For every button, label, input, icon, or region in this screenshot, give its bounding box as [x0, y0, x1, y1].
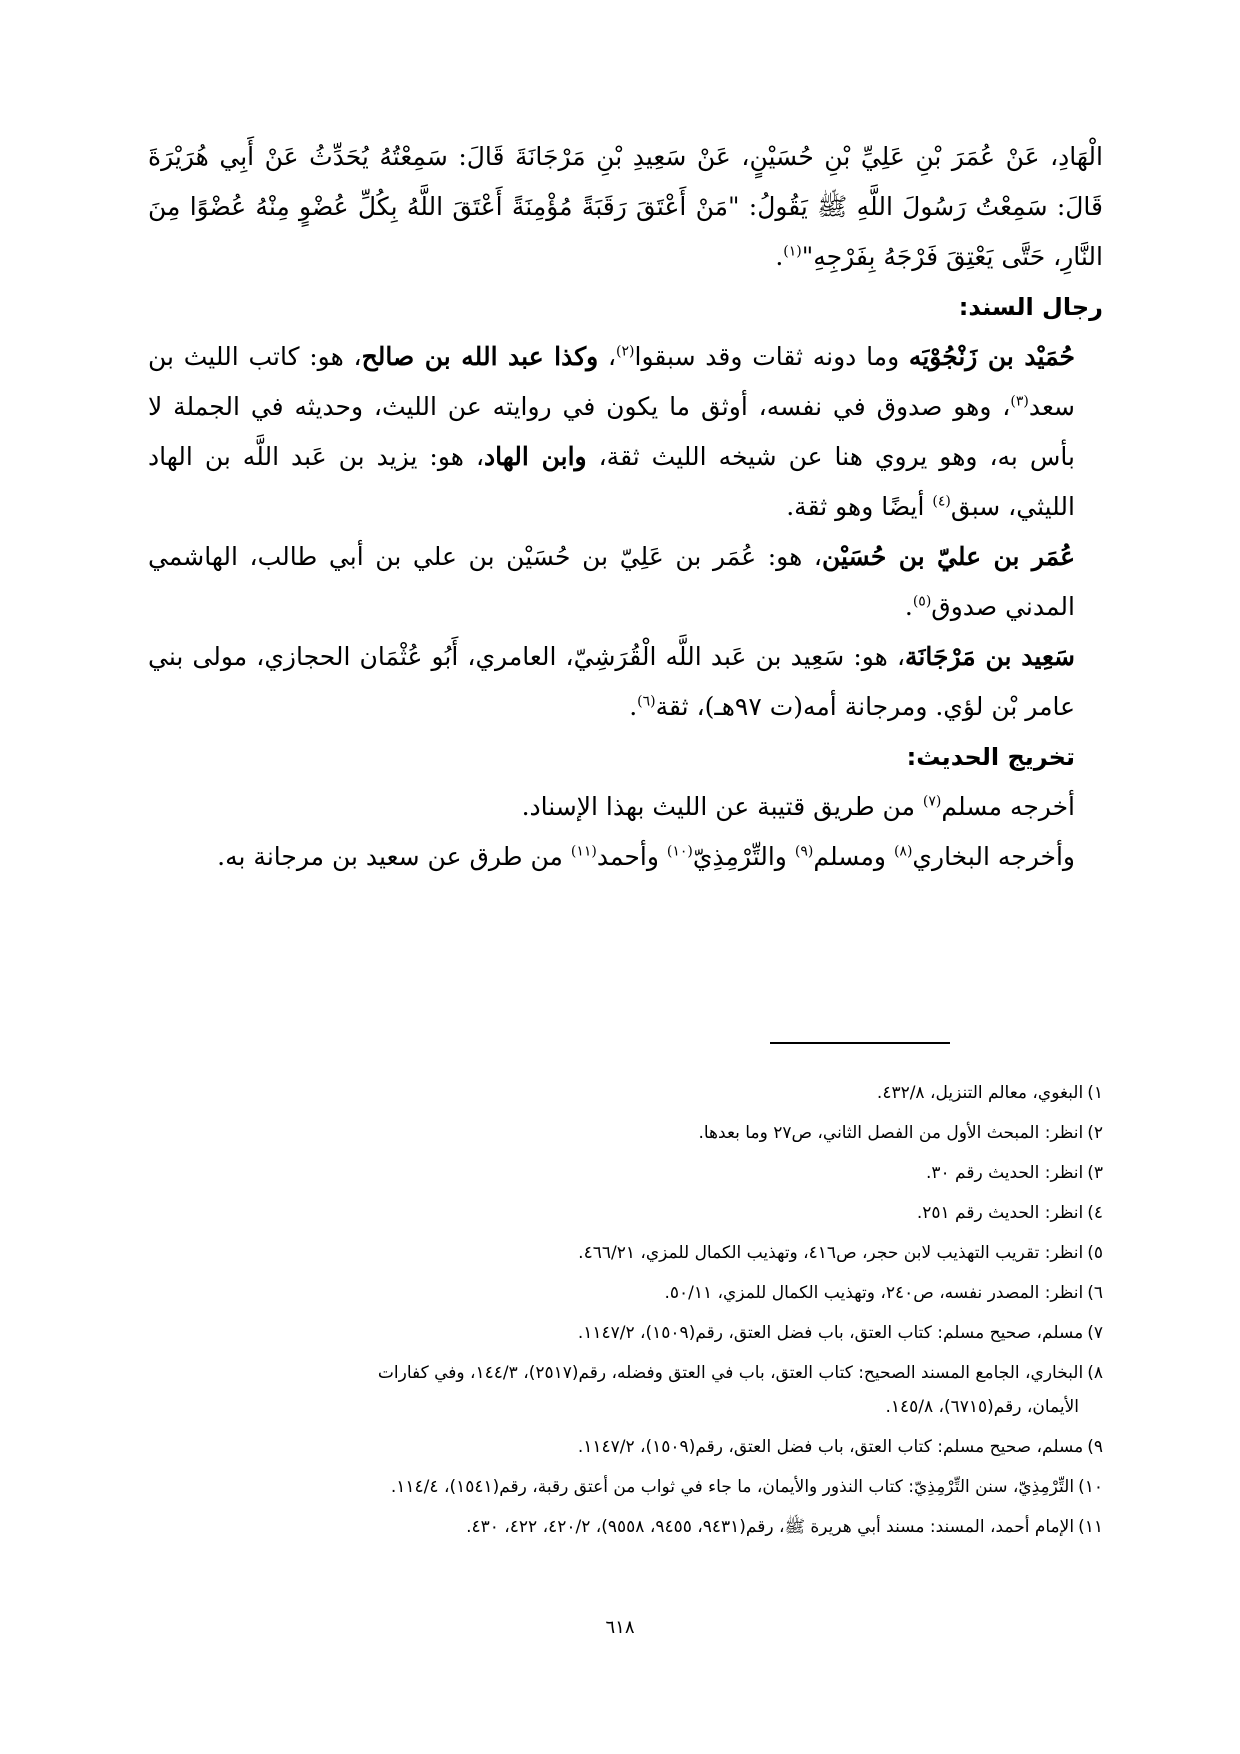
text-run: من طرق عن سعيد بن مرجانة به.: [217, 842, 571, 871]
footnote-11: [148, 1510, 1103, 1544]
text-run: وأحمد: [596, 842, 667, 871]
footnote-ref[interactable]: (٩): [794, 843, 814, 860]
footnote-1: [148, 1076, 1103, 1110]
text-run: وما دونه ثقات وقد سبقوا: [634, 342, 909, 371]
footnote-text: انظر: المبحث الأول من الفصل الثاني، ص٢٧ وما بعدها.: [698, 1123, 1084, 1143]
footnote-number: ٩): [1087, 1437, 1103, 1457]
footnote-5: [148, 1236, 1103, 1270]
footnote-ref[interactable]: (٥): [912, 593, 932, 610]
hadith-text-paragraph: [148, 132, 1103, 282]
footnote-number: ٥): [1087, 1243, 1103, 1263]
footnote-3: [148, 1156, 1103, 1190]
hadith-text: الْهَادِ، عَنْ عُمَرَ بْنِ عَلِيِّ بْنِ حُسَيْنٍ، عَنْ سَعِيدِ بْنِ مَرْجَانَةَ قَالَ: سَمِعْتُهُ يُحَدِّثُ عَنْ أَبِي هُرَيْرَةَ قَالَ: سَمِعْتُ رَسُولَ اللَّهِ ﷺ يَقُولُ: "مَنْ أَعْتَقَ رَقَبَةً مُؤْمِنَةً أَعْتَقَ اللَّهُ بِكُلِّ عُضْوٍ مِنْهُ عُضْوًا مِنَ النَّارِ، حَتَّى يَعْتِقَ فَرْجَهُ بِفَرْجِهِ": [148, 142, 1103, 271]
text-run: ، هو: كاتب الليث بن سعد: [148, 342, 1075, 421]
takhrij-paragraph-1: [148, 782, 1103, 832]
main-text: [148, 132, 1103, 882]
footnote-text: انظر: المصدر نفسه، ص٢٤٠، وتهذيب الكمال للمزي، ٥٠/١١.: [664, 1283, 1084, 1303]
footnote-number: ٨): [1087, 1363, 1103, 1383]
takhrij-paragraph-2: [148, 832, 1103, 882]
footnote-7: [148, 1316, 1103, 1350]
footnote-number: ٦): [1087, 1283, 1103, 1303]
footnote-number: ١١): [1078, 1517, 1103, 1537]
footnote-2: [148, 1116, 1103, 1150]
punctuation: .: [775, 242, 784, 271]
footnote-ref[interactable]: (٣): [1010, 393, 1029, 410]
footnote-number: ٧): [1087, 1323, 1103, 1343]
text-run: ، هو: يزيد بن عَبد اللَّه بن الهاد الليثي، سبق: [148, 442, 1075, 521]
footnote-text: انظر: تقريب التهذيب لابن حجر، ص٤١٦، وتهذيب الكمال للمزي، ٤٦٦/٢١.: [578, 1243, 1084, 1263]
text-run: ، وهو صدوق في نفسه، أوثق ما يكون في روايته عن الليث، وحديثه في الجملة لا بأس به، وهو يروي هنا عن شيخه الليث ثقة،: [148, 392, 1075, 471]
narrators-paragraph-3: [148, 632, 1103, 732]
footnote-ref[interactable]: (١): [783, 243, 802, 260]
footnote-text-continuation: الأيمان، رقم(٦٧١٥)، ١٤٥/٨.: [885, 1397, 1079, 1417]
footnote-9: [148, 1430, 1103, 1464]
footnote-number: ٤): [1087, 1203, 1103, 1223]
text-run: أخرجه مسلم: [941, 792, 1075, 821]
footnote-ref[interactable]: (٢): [616, 343, 635, 360]
footnote-ref[interactable]: (١٠): [666, 843, 693, 860]
footnote-ref[interactable]: (٧): [922, 793, 942, 810]
text-run: ،: [598, 342, 617, 371]
text-run: وأخرجه البخاري: [912, 842, 1075, 871]
footnote-ref[interactable]: (٦): [637, 693, 656, 710]
footnote-ref[interactable]: (١١): [570, 843, 597, 860]
narrators-paragraph-1: [148, 332, 1103, 532]
footnote-text: البغوي، معالم التنزيل، ٤٣٢/٨.: [876, 1083, 1084, 1103]
text-run: ، هو: عُمَر بن عَلِيّ بن حُسَيْن بن علي بن أبي طالب، الهاشمي المدني صدوق: [148, 542, 1075, 621]
footnote-4: [148, 1196, 1103, 1230]
section-heading-rijal: رجال السند:: [958, 293, 1103, 321]
narrators-paragraph-2: [148, 532, 1103, 632]
text-run: ومسلم: [813, 842, 894, 871]
footnote-text: الإمام أحمد، المسند: مسند أبي هريرة ﷺ، رقم(٩٤٣١، ٩٤٥٥، ٩٥٥٨)، ٤٢٠/٢، ٤٢٢، ٤٣٠.: [466, 1517, 1075, 1537]
punctuation: .: [904, 592, 913, 621]
footnote-number: ٣): [1087, 1163, 1103, 1183]
footnote-ref[interactable]: (٨): [893, 843, 913, 860]
narrator-name: حُمَيْد بن زَنْجُوْيَه: [908, 342, 1075, 371]
footnote-text: مسلم، صحيح مسلم: كتاب العتق، باب فضل العتق، رقم(١٥٠٩)، ١١٤٧/٢.: [577, 1437, 1084, 1457]
footnote-text: انظر: الحديث رقم ٣٠.: [925, 1163, 1084, 1183]
footnote-text: انظر: الحديث رقم ٢٥١.: [916, 1203, 1084, 1223]
footnote-text: مسلم، صحيح مسلم: كتاب العتق، باب فضل العتق، رقم(١٥٠٩)، ١١٤٧/٢.: [577, 1323, 1084, 1343]
narrator-name: وكذا عبد الله بن صالح: [361, 342, 599, 371]
page-number: ٦١٨: [605, 1617, 635, 1638]
text-run: والتِّرْمِذِيّ: [692, 842, 795, 871]
footnote-ref[interactable]: (٤): [932, 493, 951, 510]
narrator-name: وابن الهاد: [484, 442, 587, 471]
footnotes: [148, 1076, 1103, 1550]
text-run: أيضًا وهو ثقة.: [786, 492, 933, 521]
narrator-name: عُمَر بن عليّ بن حُسَيْن: [821, 542, 1075, 571]
footnote-number: ١٠): [1078, 1477, 1103, 1497]
footnote-6: [148, 1276, 1103, 1310]
section-heading-takhrij: تخريج الحديث:: [906, 743, 1075, 771]
narrator-name: سَعِيد بن مَرْجَانَة: [905, 642, 1075, 671]
footnote-8: [148, 1356, 1103, 1424]
text-run: من طريق قتيبة عن الليث بهذا الإسناد.: [521, 792, 923, 821]
footnote-text: التِّرْمِذِيّ، سنن التِّرْمِذِيّ: كتاب النذور والأيمان، ما جاء في ثواب من أعتق رقبة، رقم(١٥٤١)، ١١٤/٤.: [390, 1477, 1075, 1497]
footnote-separator: [770, 1042, 950, 1044]
footnote-number: ١): [1087, 1083, 1103, 1103]
footnote-10: [148, 1470, 1103, 1504]
text-run: ، هو: سَعِيد بن عَبد اللَّه الْقُرَشِيّ، العامري، أَبُو عُثْمَان الحجازي، مولى بني عامر بْن لؤي. ومرجانة أمه(ت ٩٧هـ)، ثقة: [148, 642, 1075, 721]
footnote-number: ٢): [1087, 1123, 1103, 1143]
footnote-text: البخاري، الجامع المسند الصحيح: كتاب العتق، باب في العتق وفضله، رقم(٢٥١٧)، ١٤٤/٣، وفي كفارات: [377, 1363, 1084, 1383]
punctuation: .: [629, 692, 638, 721]
